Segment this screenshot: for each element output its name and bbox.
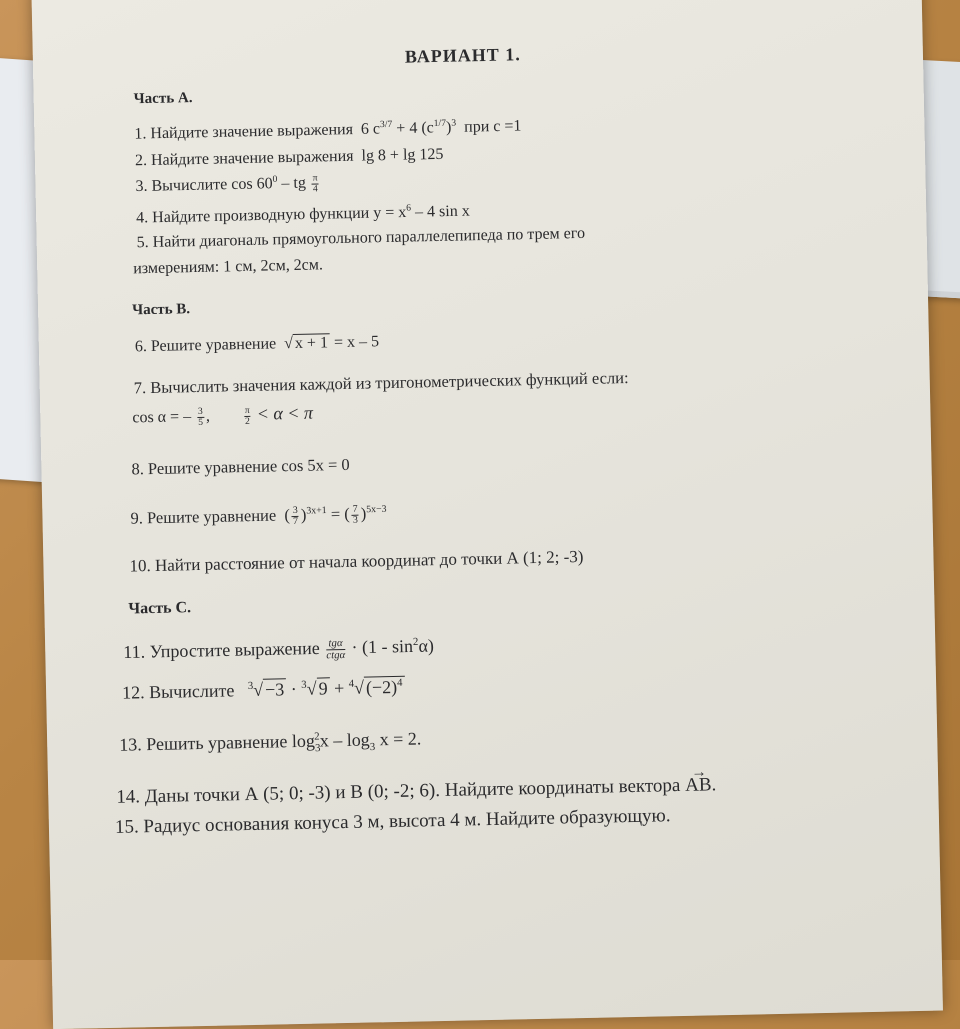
question-7-line2: cos α = – $\frac{3}{5}$ , $\frac{\pi}{2}$ < α < π [132,402,314,428]
part-b-label: Часть В. [131,301,191,319]
question-5-line1: 5. Найти диагональ прямоугольного параллелепипеда по трем его [136,224,586,252]
question-11: 11. Упростите выражение $\frac{\text{tgα}}{\text{ctgα}}$ · $(1 - \sin^2\alpha)$ [123,635,435,663]
question-6: 6. Решите уравнение √ x + 1 = x – 5 [134,333,380,356]
question-7-line1: 7. Вычислить значения каждой из тригонометрических функций если: [133,367,629,398]
worksheet-paper [31,0,943,1029]
question-14: 14. Даны точки А (5; 0; -3) и В (0; -2; 6). Найдите координаты вектора → AB. [116,775,716,807]
vector-ab: → AB [685,775,712,795]
question-2: 2. Найдите значение выражения lg 8 + lg 125 [134,145,444,170]
question-12: 12. Вычислите $^3√-3 \cdot ^3√9 + ^4√(-2)^4$ [122,678,405,702]
part-a-label: Часть А. [133,90,193,108]
question-9: 9. Решите уравнение ( $\frac{3}{7}$ )$^{3x+1}$ = ( $\frac{7}{3}$ )$^{5x-3}$ [130,503,387,528]
question-15: 15. Радиус основания конуса 3 м, высота 4 м. Найдите образующую. [114,805,671,838]
question-8: 8. Решите уравнение cos 5x = 0 [131,454,350,479]
question-4: 4. Найдите производную функции $y = x^6 - 4$ sin x [136,202,470,227]
question-1: 1. Найдите значение выражения 6 $c^{3/7} + 4$ $(c^{1/7})^3$ при c =1 [134,117,522,143]
question-5-line2: измерениям: 1 см, 2см, 2см. [133,256,324,278]
question-3: 3. Вычислите $\cos 60^0$ – tg $\frac{\pi}{4}$ [135,172,318,196]
question-13: 13. Решить уравнение $\log_3^2x - \log_3 x = 2$. [119,728,422,755]
part-c-label: Часть С. [128,599,192,618]
variant-title: ВАРИАНТ 1. [404,44,521,67]
question-10: 10. Найти расстояние от начала координат до точки А (1; 2; -3) [129,546,584,576]
